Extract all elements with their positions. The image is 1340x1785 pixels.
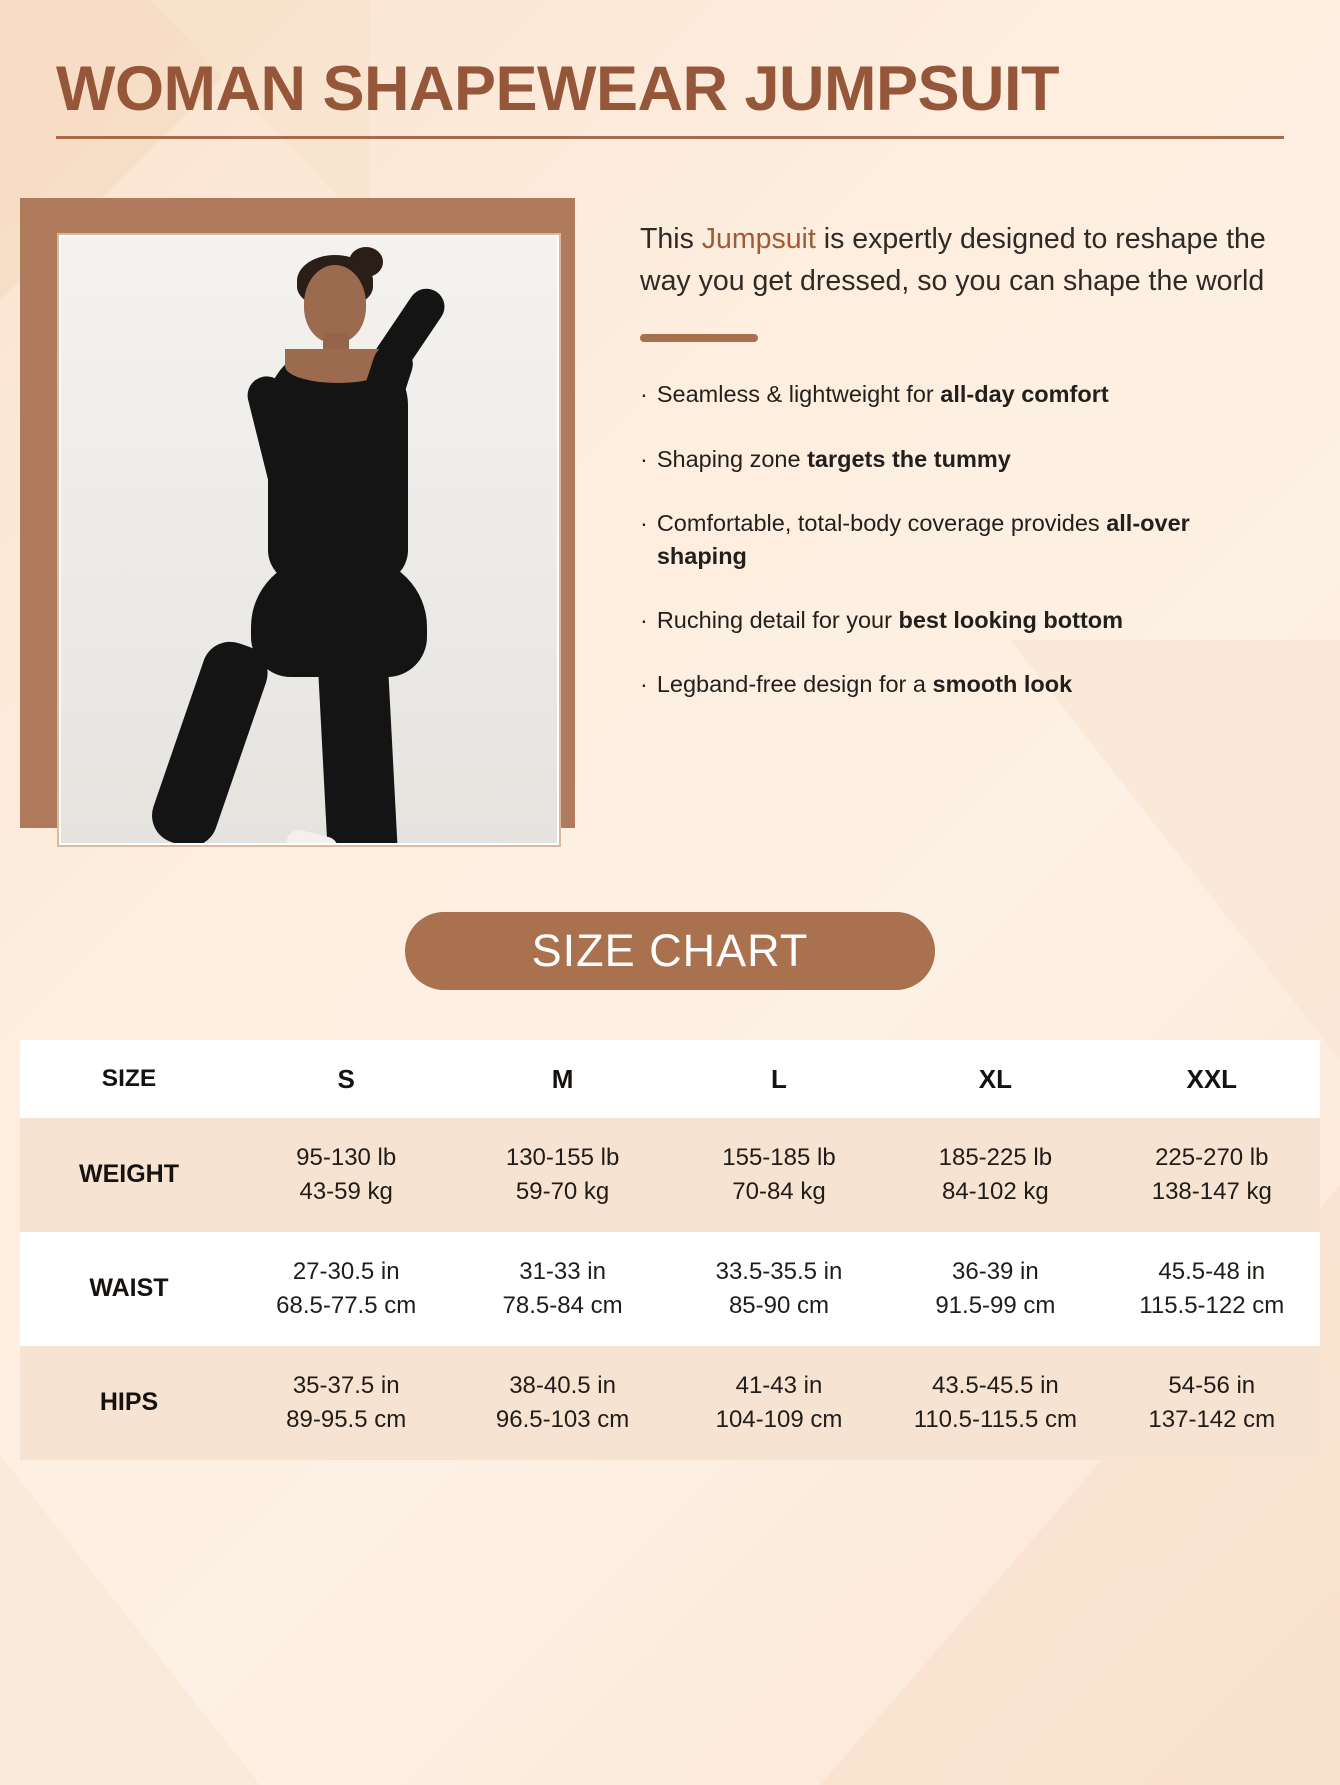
cell-line-secondary: 84-102 kg bbox=[941, 1178, 1049, 1205]
list-item bbox=[640, 604, 1280, 636]
table-cell bbox=[238, 1346, 454, 1460]
cell-line-secondary: 59-70 kg bbox=[515, 1178, 610, 1205]
row-label: WAIST bbox=[20, 1232, 238, 1346]
table-row bbox=[20, 1118, 1320, 1232]
cell-line-secondary: 104-109 cm bbox=[715, 1406, 843, 1433]
copy-divider bbox=[640, 334, 758, 342]
product-lede bbox=[640, 218, 1280, 302]
cell-line-primary: 225-270 lb bbox=[1155, 1143, 1269, 1171]
table-cell bbox=[671, 1232, 887, 1346]
cell-line-primary: 38-40.5 in bbox=[509, 1371, 616, 1399]
cell-line-primary: 35-37.5 in bbox=[292, 1371, 400, 1399]
table-cell bbox=[887, 1232, 1103, 1346]
table-cell bbox=[454, 1232, 670, 1346]
cell-line-primary: 41-43 in bbox=[735, 1371, 823, 1399]
table-cell bbox=[238, 1118, 454, 1232]
cell-line-primary: 43.5-45.5 in bbox=[931, 1371, 1059, 1399]
feature-text: Seamless & lightweight for bbox=[656, 381, 941, 408]
feature-text: Ruching detail for your bbox=[656, 607, 899, 634]
cell-line-primary: 45.5-48 in bbox=[1158, 1257, 1266, 1285]
cell-line-secondary: 91.5-99 cm bbox=[935, 1292, 1056, 1319]
list-item bbox=[640, 378, 1280, 410]
table-header-cell: L bbox=[671, 1040, 887, 1118]
table-cell bbox=[1104, 1232, 1320, 1346]
list-item bbox=[640, 443, 1280, 475]
bullet-icon: · bbox=[640, 671, 648, 698]
cell-line-primary: 27-30.5 in bbox=[292, 1257, 400, 1285]
table-row bbox=[20, 1346, 1320, 1460]
bullet-icon: · bbox=[640, 510, 648, 537]
page-header bbox=[56, 56, 1284, 139]
cell-line-primary: 185-225 lb bbox=[938, 1143, 1053, 1171]
lede-accent-word: Jumpsuit bbox=[701, 223, 816, 255]
cell-line-primary: 33.5-35.5 in bbox=[715, 1257, 843, 1285]
feature-emphasis: all-day comfort bbox=[940, 381, 1109, 408]
feature-list bbox=[640, 378, 1280, 701]
cell-line-primary: 54-56 in bbox=[1168, 1371, 1256, 1399]
feature-text: Shaping zone bbox=[656, 445, 808, 472]
table-cell bbox=[887, 1346, 1103, 1460]
table-cell bbox=[671, 1346, 887, 1460]
feature-text: Comfortable, total-body coverage provides bbox=[656, 510, 1107, 537]
table-row bbox=[20, 1232, 1320, 1346]
table-header-cell: SIZE bbox=[20, 1040, 238, 1118]
table-cell bbox=[1104, 1346, 1320, 1460]
list-item bbox=[640, 507, 1280, 572]
feature-emphasis: targets the tummy bbox=[807, 445, 1011, 472]
cell-line-primary: 130-155 lb bbox=[505, 1143, 620, 1171]
cell-line-secondary: 70-84 kg bbox=[732, 1178, 826, 1205]
model-head bbox=[304, 265, 366, 343]
bullet-icon: · bbox=[640, 445, 648, 472]
table-cell bbox=[887, 1118, 1103, 1232]
bullet-icon: · bbox=[640, 607, 648, 634]
cell-line-secondary: 115.5-122 cm bbox=[1139, 1292, 1285, 1319]
feature-emphasis: smooth look bbox=[932, 671, 1073, 698]
table-header-cell: M bbox=[454, 1040, 670, 1118]
cell-line-secondary: 78.5-84 cm bbox=[502, 1292, 623, 1319]
hero-image-block bbox=[20, 198, 605, 858]
cell-line-primary: 95-130 lb bbox=[296, 1143, 397, 1171]
cell-line-secondary: 85-90 cm bbox=[728, 1292, 829, 1319]
product-photo-frame bbox=[57, 233, 561, 847]
table-cell bbox=[454, 1118, 670, 1232]
cell-line-primary: 36-39 in bbox=[952, 1257, 1039, 1285]
table-header-row bbox=[20, 1040, 1320, 1118]
cell-line-secondary: 96.5-103 cm bbox=[495, 1406, 630, 1433]
table-cell bbox=[454, 1346, 670, 1460]
cell-line-secondary: 68.5-77.5 cm bbox=[276, 1292, 417, 1319]
size-chart-badge: SIZE CHART bbox=[405, 912, 935, 990]
product-copy-block bbox=[640, 218, 1280, 733]
cell-line-primary: 155-185 lb bbox=[722, 1143, 836, 1171]
cell-line-secondary: 137-142 cm bbox=[1148, 1406, 1276, 1433]
size-chart-table bbox=[20, 1040, 1320, 1460]
feature-emphasis: best looking bottom bbox=[898, 607, 1124, 634]
cell-line-secondary: 138-147 kg bbox=[1151, 1178, 1272, 1205]
cell-line-secondary: 43-59 kg bbox=[299, 1178, 393, 1205]
product-photo bbox=[61, 237, 557, 843]
cell-line-primary: 31-33 in bbox=[519, 1257, 606, 1285]
row-label: HIPS bbox=[20, 1346, 238, 1460]
table-cell bbox=[1104, 1118, 1320, 1232]
model-left-leg bbox=[144, 634, 275, 843]
table-header-cell: XXL bbox=[1104, 1040, 1320, 1118]
row-label: WEIGHT bbox=[20, 1118, 238, 1232]
lede-part-1: This bbox=[640, 223, 702, 255]
table-header-cell: XL bbox=[887, 1040, 1103, 1118]
lede-part-2: is expertly designed to reshape the way you get dressed, so you can shape the world bbox=[640, 223, 1266, 298]
list-item bbox=[640, 668, 1280, 700]
cell-line-secondary: 89-95.5 cm bbox=[286, 1406, 407, 1433]
feature-text: Legband-free design for a bbox=[656, 671, 933, 698]
bullet-icon: · bbox=[640, 381, 648, 408]
table-cell bbox=[238, 1232, 454, 1346]
size-chart-table-wrap bbox=[20, 1040, 1320, 1460]
background-shape-bottom-left bbox=[0, 1455, 260, 1785]
title-underline bbox=[56, 136, 1284, 139]
table-cell bbox=[671, 1118, 887, 1232]
cell-line-secondary: 110.5-115.5 cm bbox=[913, 1406, 1077, 1433]
feature-emphasis: all-over shaping bbox=[656, 510, 1190, 569]
table-header-cell: S bbox=[238, 1040, 454, 1118]
page-title: WOMAN SHAPEWEAR JUMPSUIT bbox=[56, 54, 1060, 124]
